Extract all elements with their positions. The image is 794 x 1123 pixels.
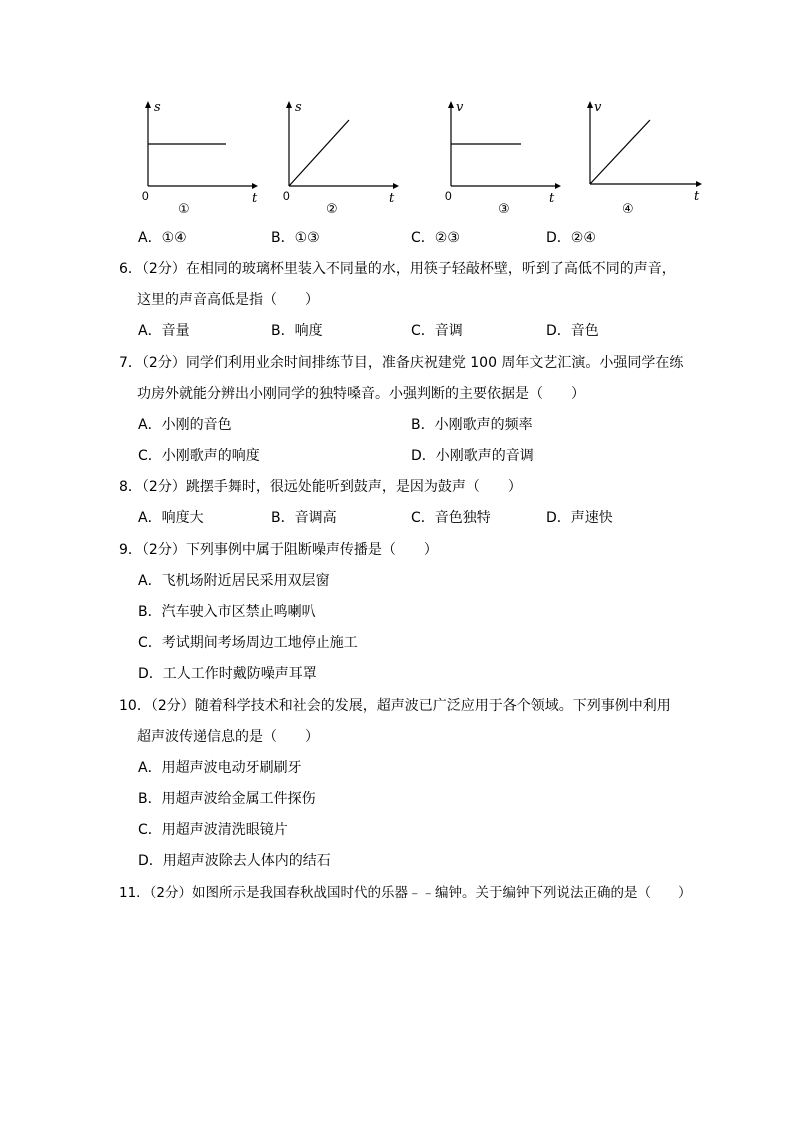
q6-option-a[interactable]: A．音量 xyxy=(138,323,190,339)
graph-2-number: ② xyxy=(326,202,338,217)
graph-3-number: ③ xyxy=(498,202,510,217)
graph-1-x-label: t xyxy=(252,191,258,206)
q10-option-a[interactable]: A．用超声波电动牙刷刷牙 xyxy=(138,760,302,776)
graph-4-number: ④ xyxy=(622,202,634,217)
graph-3 xyxy=(443,90,583,220)
q6-option-b[interactable]: B．响度 xyxy=(271,323,323,339)
q7-option-c[interactable]: C．小刚歌声的响度 xyxy=(138,448,260,464)
q10-stem: 10．（2分）随着科学技术和社会的发展，超声波已广泛应用于各个领域。下列事例中利用 xyxy=(119,698,671,714)
graph-3-x-label: t xyxy=(549,191,555,206)
q9-option-d[interactable]: D．工人工作时戴防噪声耳罩 xyxy=(138,666,317,682)
graph-2-line xyxy=(289,120,349,186)
graph-1 xyxy=(140,90,280,220)
graph-4-y-label: v xyxy=(594,100,602,115)
graph-2-axes xyxy=(281,90,421,206)
q9-option-b[interactable]: B．汽车驶入市区禁止鸣喇叭 xyxy=(138,604,316,620)
q8-stem: 8．（2分）跳摆手舞时，很远处能听到鼓声，是因为鼓声（ ） xyxy=(119,479,522,495)
graph-1-axes xyxy=(140,90,280,206)
q9-option-a[interactable]: A．飞机场附近居民采用双层窗 xyxy=(138,573,330,589)
graph-4-x-label: t xyxy=(694,189,700,204)
graph-3-origin: 0 xyxy=(445,189,452,203)
q11-stem: 11．（2分）如图所示是我国春秋战国时代的乐器﹣﹣编钟。关于编钟下列说法正确的是（ ） xyxy=(119,885,692,901)
q5-option-d[interactable]: D．②④ xyxy=(546,230,596,246)
q10-stem-cont: 超声波传递信息的是（ ） xyxy=(137,729,319,745)
graph-2-y-label: s xyxy=(295,100,302,115)
q10-option-d[interactable]: D．用超声波除去人体内的结石 xyxy=(138,853,331,869)
graph-2 xyxy=(281,90,421,220)
q7-stem-cont: 功房外就能分辨出小刚同学的独特嗓音。小强判断的主要依据是（ ） xyxy=(137,386,585,402)
graph-1-origin: 0 xyxy=(142,189,149,203)
q5-option-c[interactable]: C．②③ xyxy=(411,230,460,246)
graph-4-line xyxy=(590,120,650,184)
q9-stem: 9．（2分）下列事例中属于阻断噪声传播是（ ） xyxy=(119,542,438,558)
graph-1-y-label: s xyxy=(154,100,161,115)
graph-1-number: ① xyxy=(178,202,190,217)
q6-option-c[interactable]: C．音调 xyxy=(411,323,463,339)
graph-3-axes xyxy=(443,90,583,206)
q5-option-a[interactable]: A．①④ xyxy=(138,230,187,246)
q5-option-b[interactable]: B．①③ xyxy=(271,230,320,246)
q8-option-a[interactable]: A．响度大 xyxy=(138,510,204,526)
q8-option-c[interactable]: C．音色独特 xyxy=(411,510,491,526)
q7-stem: 7．（2分）同学们利用业余时间排练节目，准备庆祝建党 100 周年文艺汇演。小强同学在练 xyxy=(119,355,684,371)
q7-option-a[interactable]: A．小刚的音色 xyxy=(138,417,232,433)
q8-option-b[interactable]: B．音调高 xyxy=(271,510,337,526)
q7-option-b[interactable]: B．小刚歌声的频率 xyxy=(411,417,533,433)
graph-2-x-label: t xyxy=(389,191,395,206)
graph-4 xyxy=(584,90,724,220)
q6-option-d[interactable]: D．音色 xyxy=(546,323,599,339)
q8-option-d[interactable]: D．声速快 xyxy=(546,510,613,526)
q9-option-c[interactable]: C．考试期间考场周边工地停止施工 xyxy=(138,635,358,651)
q7-option-d[interactable]: D．小刚歌声的音调 xyxy=(411,448,534,464)
q10-option-c[interactable]: C．用超声波清洗眼镜片 xyxy=(138,822,288,838)
motion-graphs xyxy=(0,90,794,220)
q10-option-b[interactable]: B．用超声波给金属工件探伤 xyxy=(138,791,316,807)
graph-4-axes xyxy=(584,90,724,204)
q6-stem: 6．（2分）在相同的玻璃杯里装入不同量的水，用筷子轻敲杯壁，听到了高低不同的声音， xyxy=(119,261,676,277)
q6-stem-cont: 这里的声音高低是指（ ） xyxy=(137,292,319,308)
graph-3-y-label: v xyxy=(456,100,464,115)
graph-2-origin: 0 xyxy=(283,189,290,203)
